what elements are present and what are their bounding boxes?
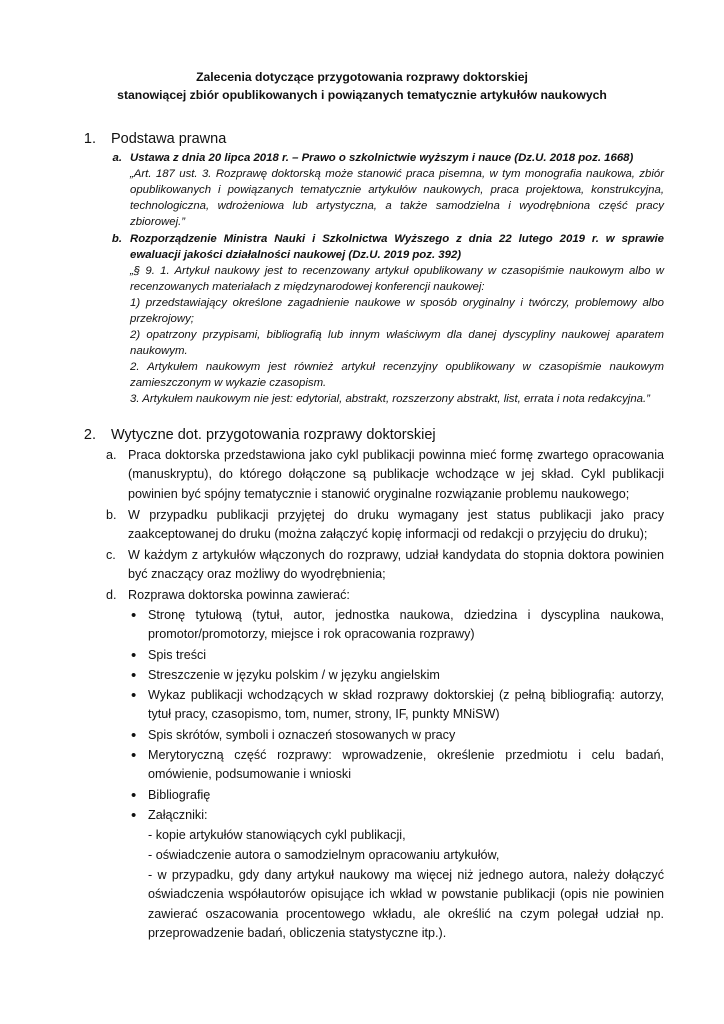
section-2-item-c-marker: c. [106,548,116,562]
bullet-marker: • [131,787,137,804]
section-1-number: 1. [83,131,96,147]
section-1-item-b-para-3: 2) opatrzony przypisami, bibliografią lub innym właściwym dla danej dyscypliny naukowej aparatem naukowym. [130,329,664,357]
section-1-item-a-quote: „Art. 187 ust. 3. Rozprawę doktorską może stanowić praca pisemna, w tym monografia naukowa, zbiór opublikowanych i powiązanych tematycznie artykułów naukowych, praca projektowa, konstrukcyjna, technologiczna, wdrożeniowa lub artystyczna, a także samodzielna i wyodrębniona część pracy zbiorowej.” [130,168,664,228]
bullet-marker: • [131,747,137,764]
section-1-title: Podstawa prawna [111,131,227,147]
section-1-item-b-marker: b. [111,233,122,245]
bullet-marker: • [131,607,137,624]
section-2-item-a-text: Praca doktorska przedstawiona jako cykl publikacji powinna mieć formę zwartego opracowania (manuskryptu), do którego dołączone są publikacje wchodzące w jej skład. Cykl publikacji powinien być spójny tematycznie i stanowić oryginalne rozwiązanie problemu naukowego; [128,448,664,501]
section-2-item-b-marker: b. [106,508,117,522]
section-1-item-b-act: Rozporządzenie Ministra Nauki i Szkolnictwa Wyższego z dnia 22 lutego 2019 r. w sprawie ewaluacji jakości działalności naukowej (Dz.U. 2019 poz. 392) [130,233,664,261]
section-1-item-b-para-1: „§ 9. 1. Artykuł naukowy jest to recenzowany artykuł opublikowany w czasopiśmie naukowym albo w recenzowanych materiałach z międzynarodowej konferencji naukowej: [130,265,664,293]
content-list-item-publications: Wykaz publikacji wchodzących w skład rozprawy doktorskiej (z pełną bibliografią: autorzy, tytuł pracy, czasopismo, tom, numer, strony, IF, punkty MNiSW) [148,688,664,722]
section-1-item-a-act: Ustawa z dnia 20 lipca 2018 r. – Prawo o szkolnictwie wyższym i nauce (Dz.U. 2018 poz. 1668) [130,152,634,164]
content-list-item-toc: Spis treści [148,648,207,662]
section-2-item-d-text: Rozprawa doktorska powinna zawierać: [128,588,350,602]
content-list-item-abstract: Streszczenie w języku polskim / w języku angielskim [148,668,440,682]
section-2-number: 2. [83,427,96,443]
attachment-line-coauthor-statements: - w przypadku, gdy dany artykuł naukowy ma więcej niż jednego autora, należy dołączyć oświadczenia współautorów opisujące ich wkład w powstanie publikacji (opis nie powinien zawierać oszacowania procentowego wkładu, ale określić na czym polegał udział np. przeprowadzenie badań, obliczenia statystyczne itp.). [148,868,664,941]
document-title-line-1: Zalecenia dotyczące przygotowania rozprawy doktorskiej [196,70,528,84]
content-list-item-main-part: Merytoryczną część rozprawy: wprowadzenie, określenie przedmiotu i celu badań, omówienie, podsumowanie i wnioski [148,748,664,782]
content-list-item-bibliography: Bibliografię [148,788,211,802]
section-1-item-b-para-4: 2. Artykułem naukowym jest również artykuł recenzyjny opublikowany w czasopiśmie naukowym zamieszczonym w wykazie czasopism. [130,361,664,389]
section-2-title: Wytyczne dot. przygotowania rozprawy doktorskiej [111,427,436,443]
section-1-item-a-marker: a. [112,152,122,164]
section-1-item-b-para-2: 1) przedstawiający określone zagadnienie naukowe w sposób oryginalny i twórczy, problemowy albo przekrojowy; [130,297,664,325]
bullet-marker: • [131,727,137,744]
content-list-item-attachments: Załączniki: [148,808,208,822]
attachment-line-article-copies: - kopie artykułów stanowiących cykl publikacji, [148,828,406,842]
bullet-marker: • [131,687,137,704]
bullet-marker: • [131,807,137,824]
bullet-marker: • [131,667,137,684]
document-title-line-2: stanowiącej zbiór opublikowanych i powiązanych tematycznie artykułów naukowych [117,88,607,102]
section-2-item-c-text: W każdym z artykułów włączonych do rozprawy, udział kandydata do stopnia doktora powinien być znaczący oraz możliwy do wyodrębnienia; [128,548,664,582]
section-2-item-a-marker: a. [106,448,117,462]
content-list-item-title-page: Stronę tytułową (tytuł, autor, jednostka naukowa, dziedzina i dyscyplina naukowa, promotor/promotorzy, miejsce i rok opracowania rozprawy) [148,608,664,642]
bullet-marker: • [131,647,137,664]
section-1-item-b-para-5: 3. Artykułem naukowym nie jest: edytorial, abstrakt, rozszerzony abstrakt, list, errata i nota redakcyjna.” [130,393,650,405]
attachment-line-author-statement: - oświadczenie autora o samodzielnym opracowaniu artykułów, [148,848,500,862]
section-2-item-b-text: W przypadku publikacji przyjętej do druku wymagany jest status publikacji jako pracy zaakceptowanej do druku (można załączyć kopię informacji od redakcji o przyjęciu do druku); [128,508,664,542]
section-2-item-d-marker: d. [106,588,117,602]
content-list-item-abbreviations: Spis skrótów, symboli i oznaczeń stosowanych w pracy [148,728,456,742]
